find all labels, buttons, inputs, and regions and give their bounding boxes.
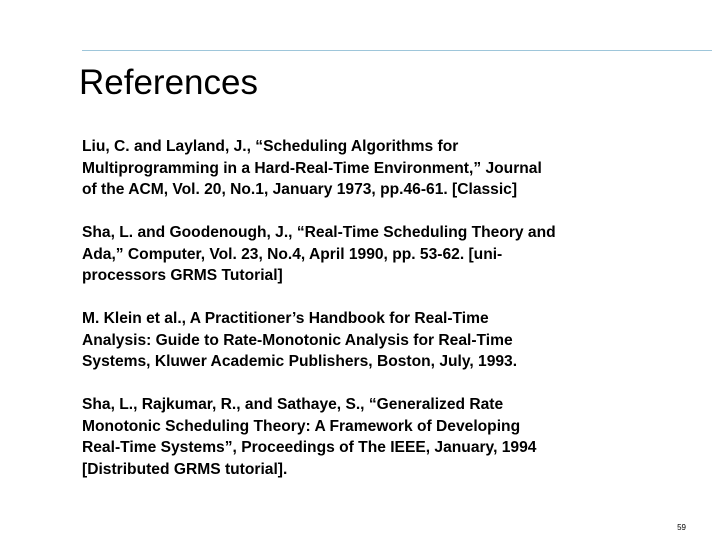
reference-item-klein [82, 308, 642, 373]
reference-item-sha-goodenough [82, 222, 642, 287]
reference-line: M. Klein et al., A Practitioner’s Handbook for Real-Time [82, 310, 489, 327]
page-number: 59 [677, 523, 686, 532]
reference-item-liu-layland [82, 136, 642, 201]
slide-title: References [79, 63, 258, 102]
reference-line: Monotonic Scheduling Theory: A Framework of Developing [82, 417, 521, 435]
references-list [82, 136, 642, 502]
reference-line: Sha, L., Rajkumar, R., and Sathaye, S., “Generalized Rate [82, 396, 504, 413]
title-divider-line [82, 50, 712, 51]
reference-line: of the ACM, Vol. 20, No.1, January 1973, pp.46-61. [Classic] [82, 181, 518, 198]
reference-line: [Distributed GRMS tutorial]. [82, 460, 288, 478]
reference-line: Sha, L. and Goodenough, J., “Real-Time Scheduling Theory and [82, 224, 556, 241]
reference-line: Analysis: Guide to Rate-Monotonic Analysis for Real-Time [82, 331, 513, 349]
reference-line: Ada,” Computer, Vol. 23, No.4, April 1990, pp. 53-62. [uni- [82, 245, 503, 263]
reference-line: Real-Time Systems”, Proceedings of The IEEE, January, 1994 [82, 439, 537, 456]
reference-line: processors GRMS Tutorial] [82, 267, 283, 284]
reference-line: Multiprogramming in a Hard-Real-Time Environment,” Journal [82, 159, 542, 177]
reference-item-sha-rajkumar-sathaye [82, 394, 642, 480]
reference-line: Liu, C. and Layland, J., “Scheduling Algorithms for [82, 138, 459, 155]
reference-line: Systems, Kluwer Academic Publishers, Boston, July, 1993. [82, 353, 518, 370]
